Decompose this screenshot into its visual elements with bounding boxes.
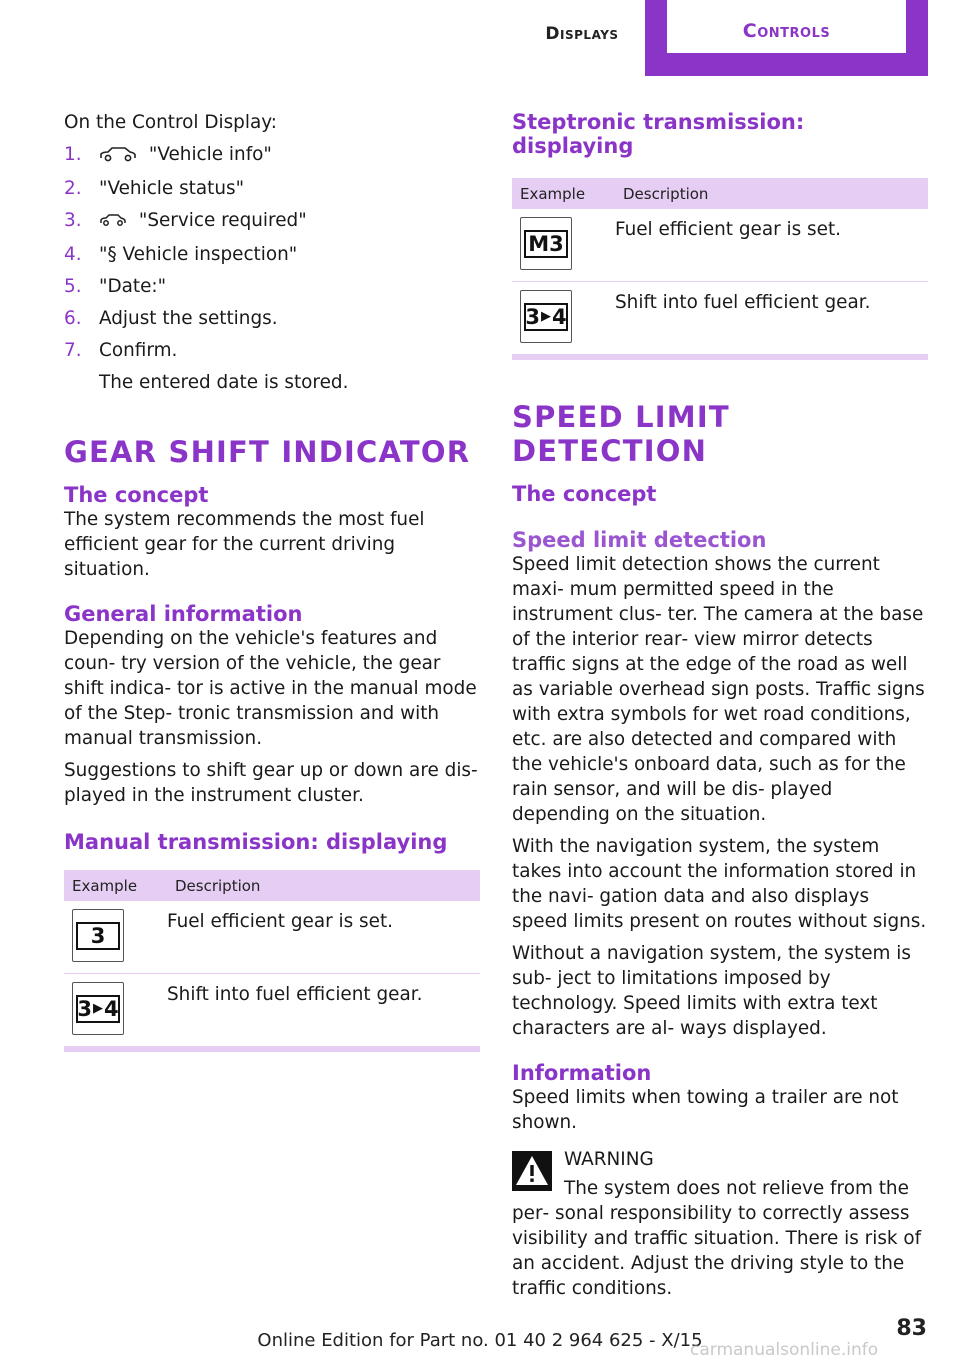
speed-limit-detection-heading: Speed limit detection [512,528,767,552]
information-text: Speed limits when towing a trailer are not shown. [512,1087,899,1133]
warning-label: WARNING [564,1149,654,1170]
step-number: 1. [64,144,82,165]
warning-text: The system does not relieve from the per‐ sonal responsibility to correctly assess visibility and traffic situation. There is risk of an accident. Adjust the driving style to the traffic conditions. [512,1178,922,1299]
general-info-heading: General information [64,602,303,626]
right-column [512,110,928,1308]
information-heading: Information [512,1061,652,1085]
list-item [64,208,480,235]
concept-heading: The concept [64,483,209,507]
step-text: "Service required" [138,210,307,231]
list-item [64,274,480,299]
gear-indicator-symbol: M3 [520,217,572,270]
speed-limit-text-3: Without a navigation system, the system is sub‐ ject to limitations imposed by technology. Speed limits with extra text characters are al‐ ways displayed. [512,943,911,1039]
list-item [64,306,480,331]
step-text: "Date:" [99,276,167,297]
speed-limit-text-2: With the navigation system, the system takes into account the information stored in the navi‐ gation data and also displays speed limits present on routes without signs. [512,836,927,932]
tab-controls-label: Controls [667,0,906,53]
car-service-icon [99,210,127,235]
tab-controls[interactable] [645,0,928,76]
section-title-speed-limit: SPEED LIMIT DETECTION [512,400,730,468]
edition-footer: Online Edition for Part no. 01 40 2 964 625 - X/15 [257,1330,703,1351]
step-number: 6. [64,308,82,329]
step-number: 2. [64,178,82,199]
table-row [512,209,928,282]
page-number: 83 [896,1316,927,1341]
table-row [64,974,480,1047]
table-header-row [512,178,928,209]
steps-list [64,142,480,395]
column-header-description: Description [167,870,480,901]
table-cell-description: Fuel efficient gear is set. [167,901,480,974]
speed-limit-text-1: Speed limit detection shows the current maxi‐ mum permitted speed in the instrument clus‐ ter. The camera at the base of the interior rear‐ view mirror detects traffic signs at the edge of the road as well as variable overhead sign posts. Traffic signs with extra symbols for wet road conditions, etc. are also detected and compared with the vehicle's onboard data, such as for the rain sensor, and will be dis‐ played depending on the situation. [512,554,925,825]
car-icon [99,144,137,169]
list-item [64,176,480,201]
manual-transmission-table [64,870,480,1047]
shift-arrow-icon: ▶ [541,309,551,324]
gear-shift-symbol: 3 ▶ 4 [520,290,572,343]
step-text: "Vehicle status" [99,178,245,199]
table-header-row [64,870,480,901]
step-text: Adjust the settings. [99,308,278,329]
step-number: 3. [64,210,82,231]
list-item [64,142,480,169]
table-end-rule [64,1047,480,1052]
step-text: Confirm. [99,340,178,361]
table-row [64,901,480,974]
section-title-gear-shift: GEAR SHIFT INDICATOR [64,435,471,469]
list-item [64,242,480,267]
column-header-example: Example [512,178,615,209]
column-header-example: Example [64,870,167,901]
table-end-rule [512,355,928,360]
step-number: 7. [64,340,82,361]
column-header-description: Description [615,178,928,209]
step-number: 4. [64,244,82,265]
table-row [512,282,928,355]
gear-indicator-symbol: 3 [72,909,124,962]
left-column [64,110,480,1052]
step-subtext: The entered date is stored. [99,372,349,393]
table-cell-description: Shift into fuel efficient gear. [615,282,928,355]
concept-text: The system recommends the most fuel efficient gear for the current driving situation. [64,509,425,580]
step-number: 5. [64,276,82,297]
manual-transmission-heading: Manual transmission: displaying [64,830,448,854]
steptronic-table [512,178,928,355]
control-display-intro: On the Control Display: [64,112,277,133]
warning-block [512,1147,928,1172]
gear-shift-symbol: 3 ▶ 4 [72,982,124,1035]
shift-arrow-icon: ▶ [93,1001,103,1016]
chapter-nav [519,0,928,76]
tab-displays[interactable]: Displays [545,24,619,44]
concept-heading: The concept [512,482,657,506]
general-info-text-1: Depending on the vehicle's features and coun‐ try version of the vehicle, the gear shift indica‐ tor is active in the manual mode of the Step‐ tronic transmission and with manual transmission. [64,628,477,749]
table-cell-description: Fuel efficient gear is set. [615,209,928,282]
step-text: "Vehicle info" [148,144,272,165]
table-cell-description: Shift into fuel efficient gear. [167,974,480,1047]
steptronic-heading: Steptronic transmission: displaying [512,110,805,158]
warning-triangle-icon [512,1151,552,1195]
list-item [64,338,480,395]
general-info-text-2: Suggestions to shift gear up or down are dis‐ played in the instrument cluster. [64,760,478,806]
watermark: carmanualsonline.info [690,1340,879,1360]
step-text: "§ Vehicle inspection" [99,244,298,265]
